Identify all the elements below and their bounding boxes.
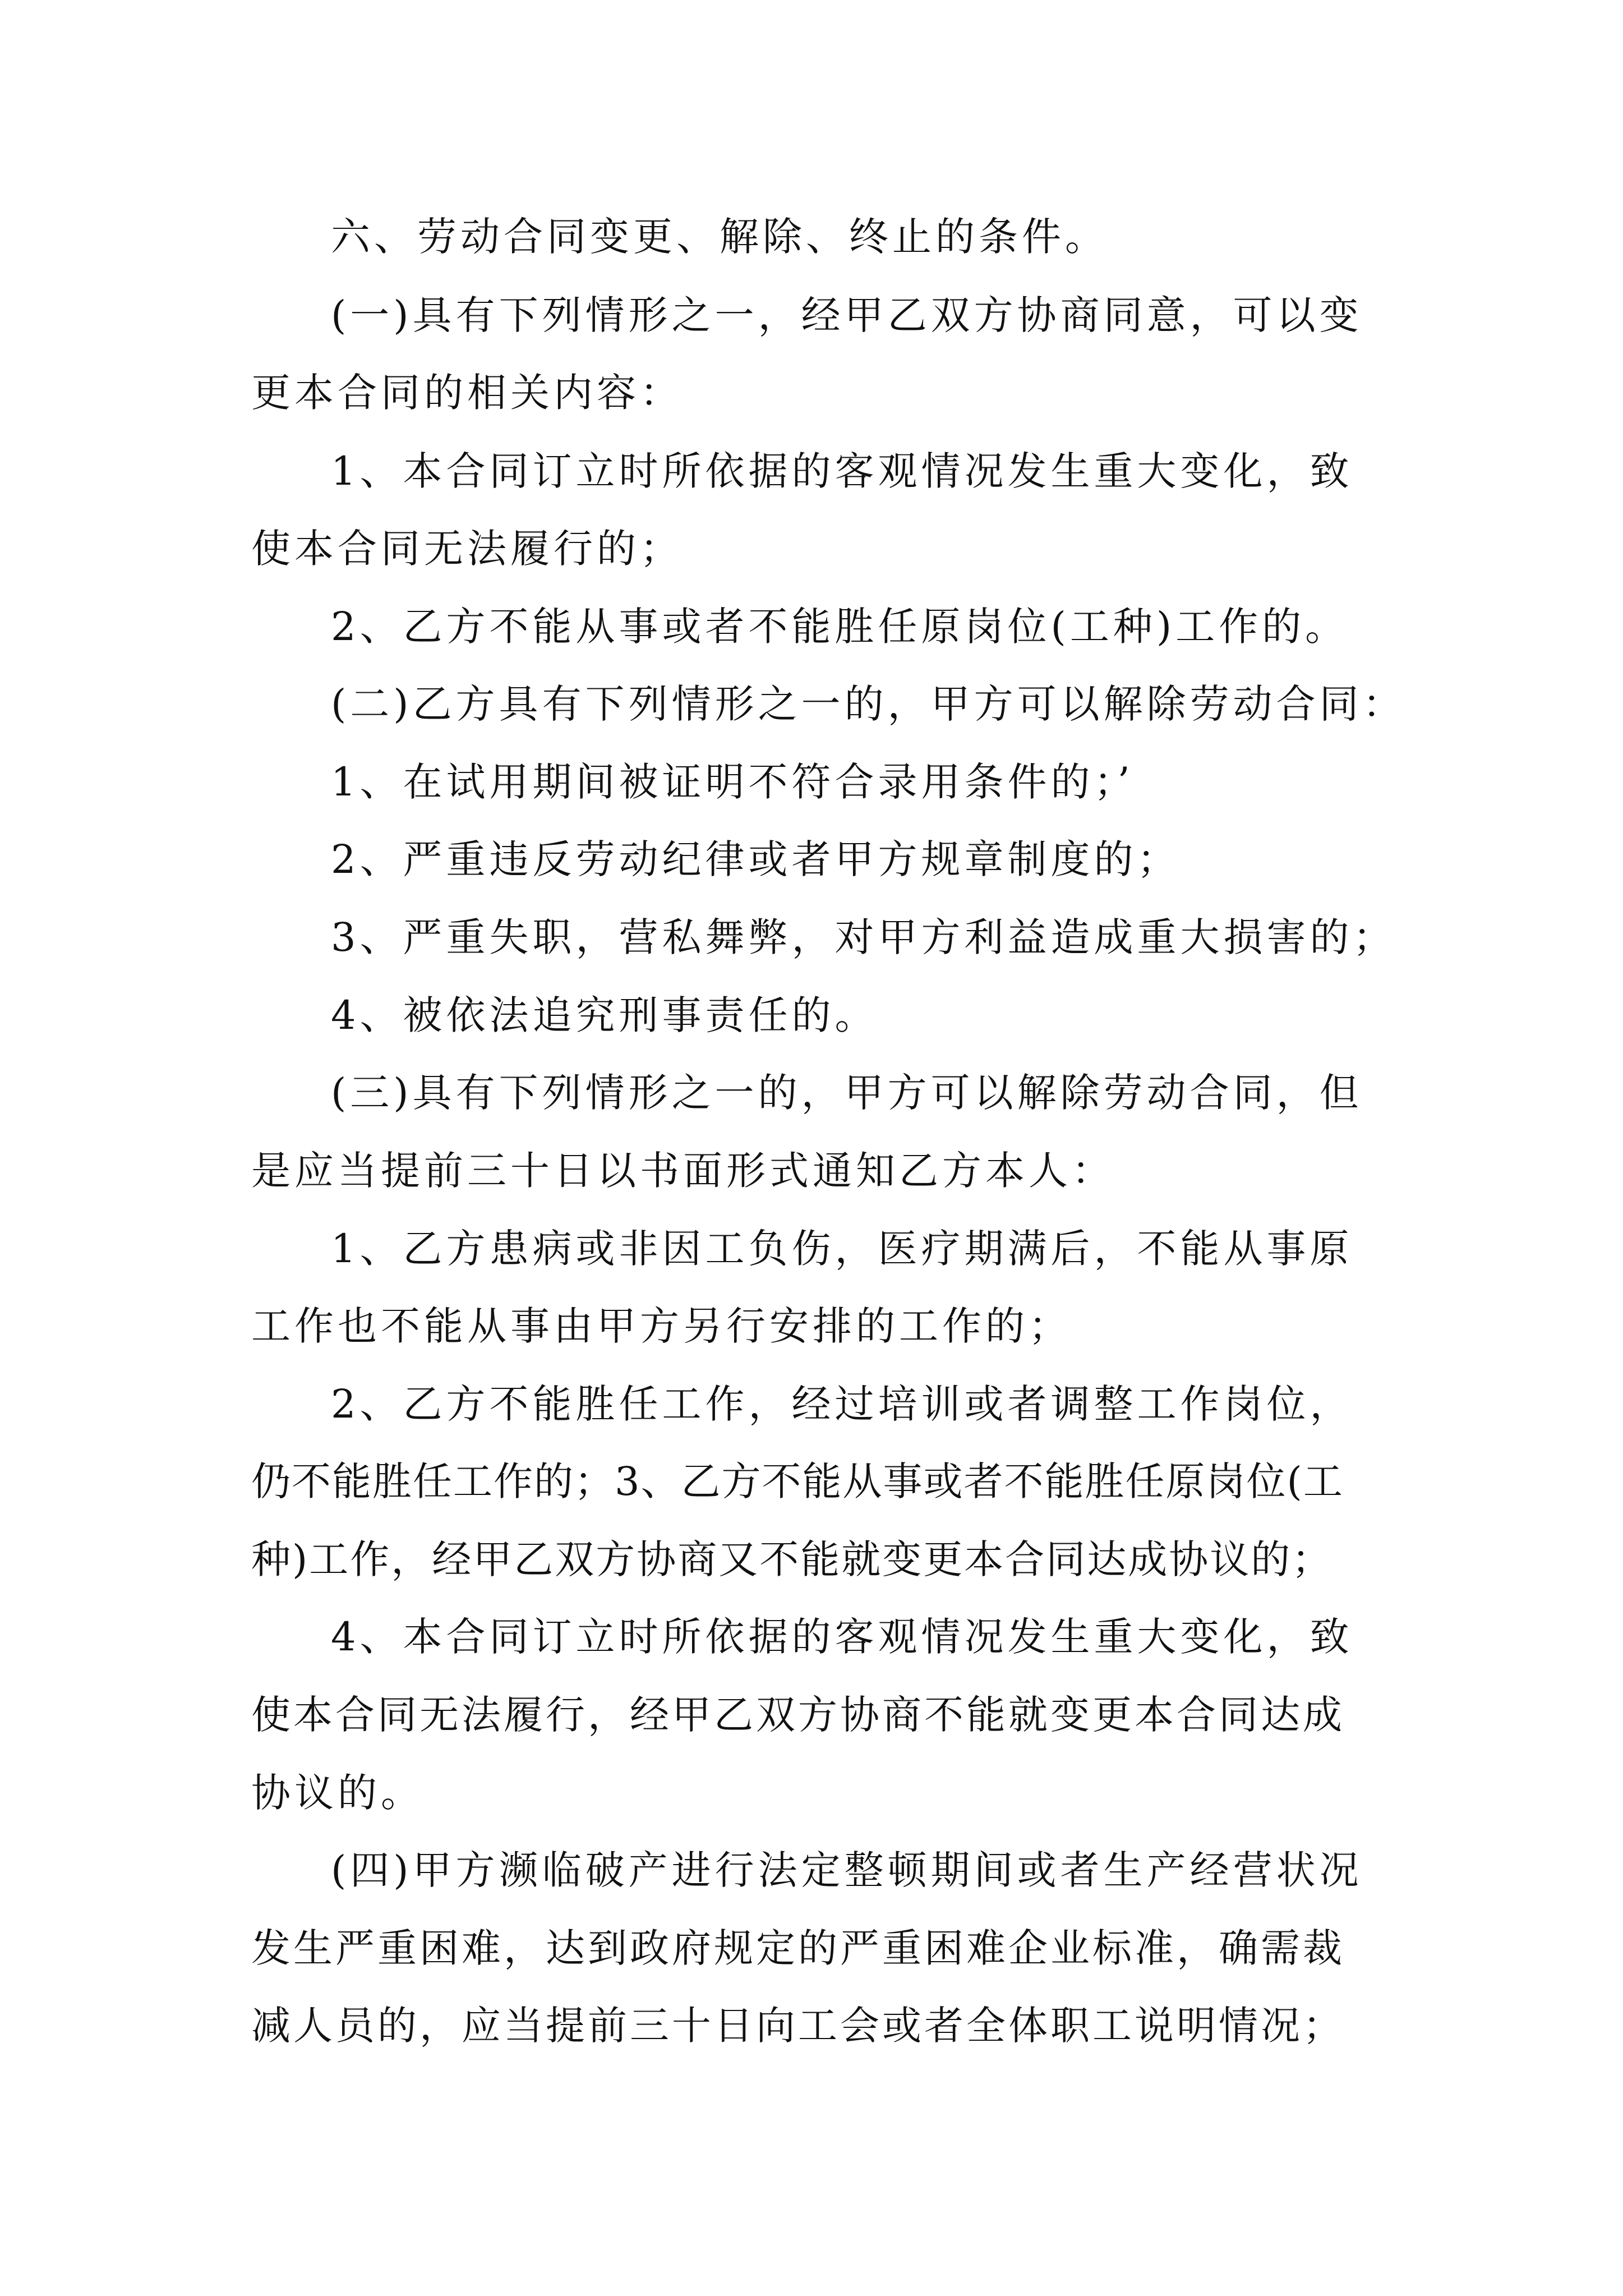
paragraph-line: 工作也不能从事由甲方另行安排的工作的； [251,1303,1072,1349]
paragraph-line: (四)甲方濒临破产进行法定整顿期间或者生产经营状况 [331,1847,1363,1893]
paragraph-line: 1、本合同订立时所依据的客观情况发生重大变化，致 [331,448,1353,494]
paragraph-line: 发生严重困难，达到政府规定的严重困难企业标准，确需裁 [251,1925,1345,1971]
section-heading: 六、劳动合同变更、解除、终止的条件。 [331,214,1108,260]
paragraph-line: 3、严重失职，营私舞弊，对甲方利益造成重大损害的； [331,914,1396,960]
paragraph-line: 种)工作，经甲乙双方协商又不能就变更本合同达成协议的； [251,1536,1333,1582]
paragraph-line: 1、乙方患病或非因工负伤，医疗期满后，不能从事原 [331,1226,1353,1272]
paragraph-line: 使本合同无法履行，经甲乙双方协商不能就变更本合同达成 [251,1692,1345,1738]
paragraph-line: (一)具有下列情形之一，经甲乙双方协商同意，可以变 [331,292,1363,338]
paragraph-line: 2、乙方不能胜任工作，经过培训或者调整工作岗位， [331,1381,1353,1427]
paragraph-line: (二)乙方具有下列情形之一的，甲方可以解除劳动合同： [331,681,1406,727]
paragraph-line: 更本合同的相关内容： [251,370,683,416]
paragraph-line: 减人员的，应当提前三十日向工会或者全体职工说明情况； [251,2003,1345,2049]
paragraph-line: 4、本合同订立时所依据的客观情况发生重大变化，致 [331,1614,1353,1660]
paragraph-line: 4、被依法追究刑事责任的。 [331,992,878,1038]
paragraph-line: 2、乙方不能从事或者不能胜任原岗位(工种)工作的。 [331,604,1349,650]
paragraph-line: 1、在试用期间被证明不符合录用条件的；’ [331,759,1134,805]
paragraph-line: 使本合同无法履行的； [251,526,683,572]
paragraph-line: (三)具有下列情形之一的，甲方可以解除劳动合同，但 [331,1070,1363,1116]
paragraph-line: 2、严重违反劳动纪律或者甲方规章制度的； [331,836,1181,882]
paragraph-line: 协议的。 [251,1770,424,1816]
paragraph-line: 仍不能胜任工作的；3、乙方不能从事或者不能胜任原岗位(工 [251,1458,1344,1504]
paragraph-line: 是应当提前三十日以书面形式通知乙方本人： [251,1148,1115,1194]
